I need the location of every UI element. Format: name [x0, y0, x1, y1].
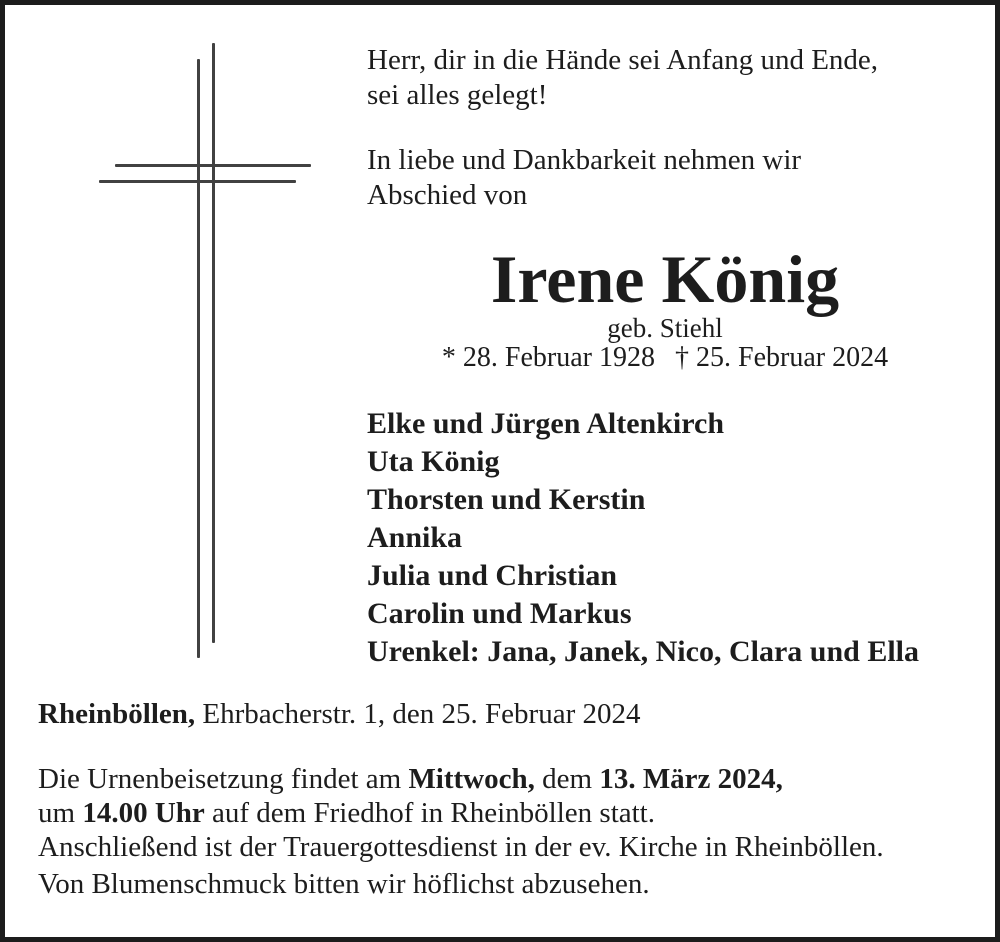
place-date-line	[38, 697, 640, 731]
cross-horizontal-line-upper	[115, 164, 311, 167]
announcement-line	[38, 830, 884, 864]
life-dates	[365, 341, 965, 375]
plain-text: Anschließend ist der Trauergottesdienst in der ev. Kirche in Rheinböllen.	[38, 831, 884, 863]
birth-date: * 28. Februar 1928	[441, 342, 655, 373]
plain-text: dem	[534, 763, 600, 795]
mourner-line: Julia und Christian	[367, 559, 618, 592]
plain-text: auf dem Friedhof in Rheinböllen statt.	[204, 797, 655, 829]
cross-vertical-line-left	[197, 59, 200, 658]
intro-text	[367, 143, 801, 213]
emphasized-text: 14.00 Uhr	[82, 797, 205, 829]
mourner-line: Elke und Jürgen Altenkirch	[367, 407, 725, 440]
emphasized-text: 13. März 2024,	[599, 763, 783, 795]
plain-text: um	[38, 797, 83, 829]
deceased-name: Irene König	[490, 241, 840, 317]
cross-vertical-line-right	[212, 43, 215, 643]
death-date: † 25. Februar 2024	[675, 342, 889, 373]
mourner-line: Thorsten und Kerstin	[367, 483, 646, 516]
funeral-announcement	[38, 762, 884, 864]
verse-line: Herr, dir in die Hände sei Anfang und Ende,	[367, 44, 879, 76]
opening-verse	[367, 43, 878, 113]
mourner-line: Carolin und Markus	[367, 597, 632, 630]
mourner-line: Uta König	[367, 445, 500, 478]
cross-horizontal-line-lower	[99, 180, 296, 183]
emphasized-text: Mittwoch,	[408, 763, 535, 795]
plain-text: Die Urnenbeisetzung findet am	[38, 763, 409, 795]
mourner-line: Annika	[367, 521, 463, 554]
mourner-line: Urenkel: Jana, Janek, Nico, Clara und Ella	[367, 635, 919, 668]
place-details: Ehrbacherstr. 1, den 25. Februar 2024	[195, 698, 641, 730]
mourners-list	[367, 405, 919, 671]
announcement-line	[38, 762, 884, 796]
closing-line: Von Blumenschmuck bitten wir höflichst abzusehen.	[38, 868, 650, 900]
intro-line: Abschied von	[367, 179, 528, 211]
intro-line: In liebe und Dankbarkeit nehmen wir	[367, 144, 802, 176]
announcement-line	[38, 796, 884, 830]
verse-line: sei alles gelegt!	[367, 79, 548, 111]
place-name: Rheinböllen,	[38, 698, 196, 730]
maiden-name: geb. Stiehl	[607, 313, 723, 343]
